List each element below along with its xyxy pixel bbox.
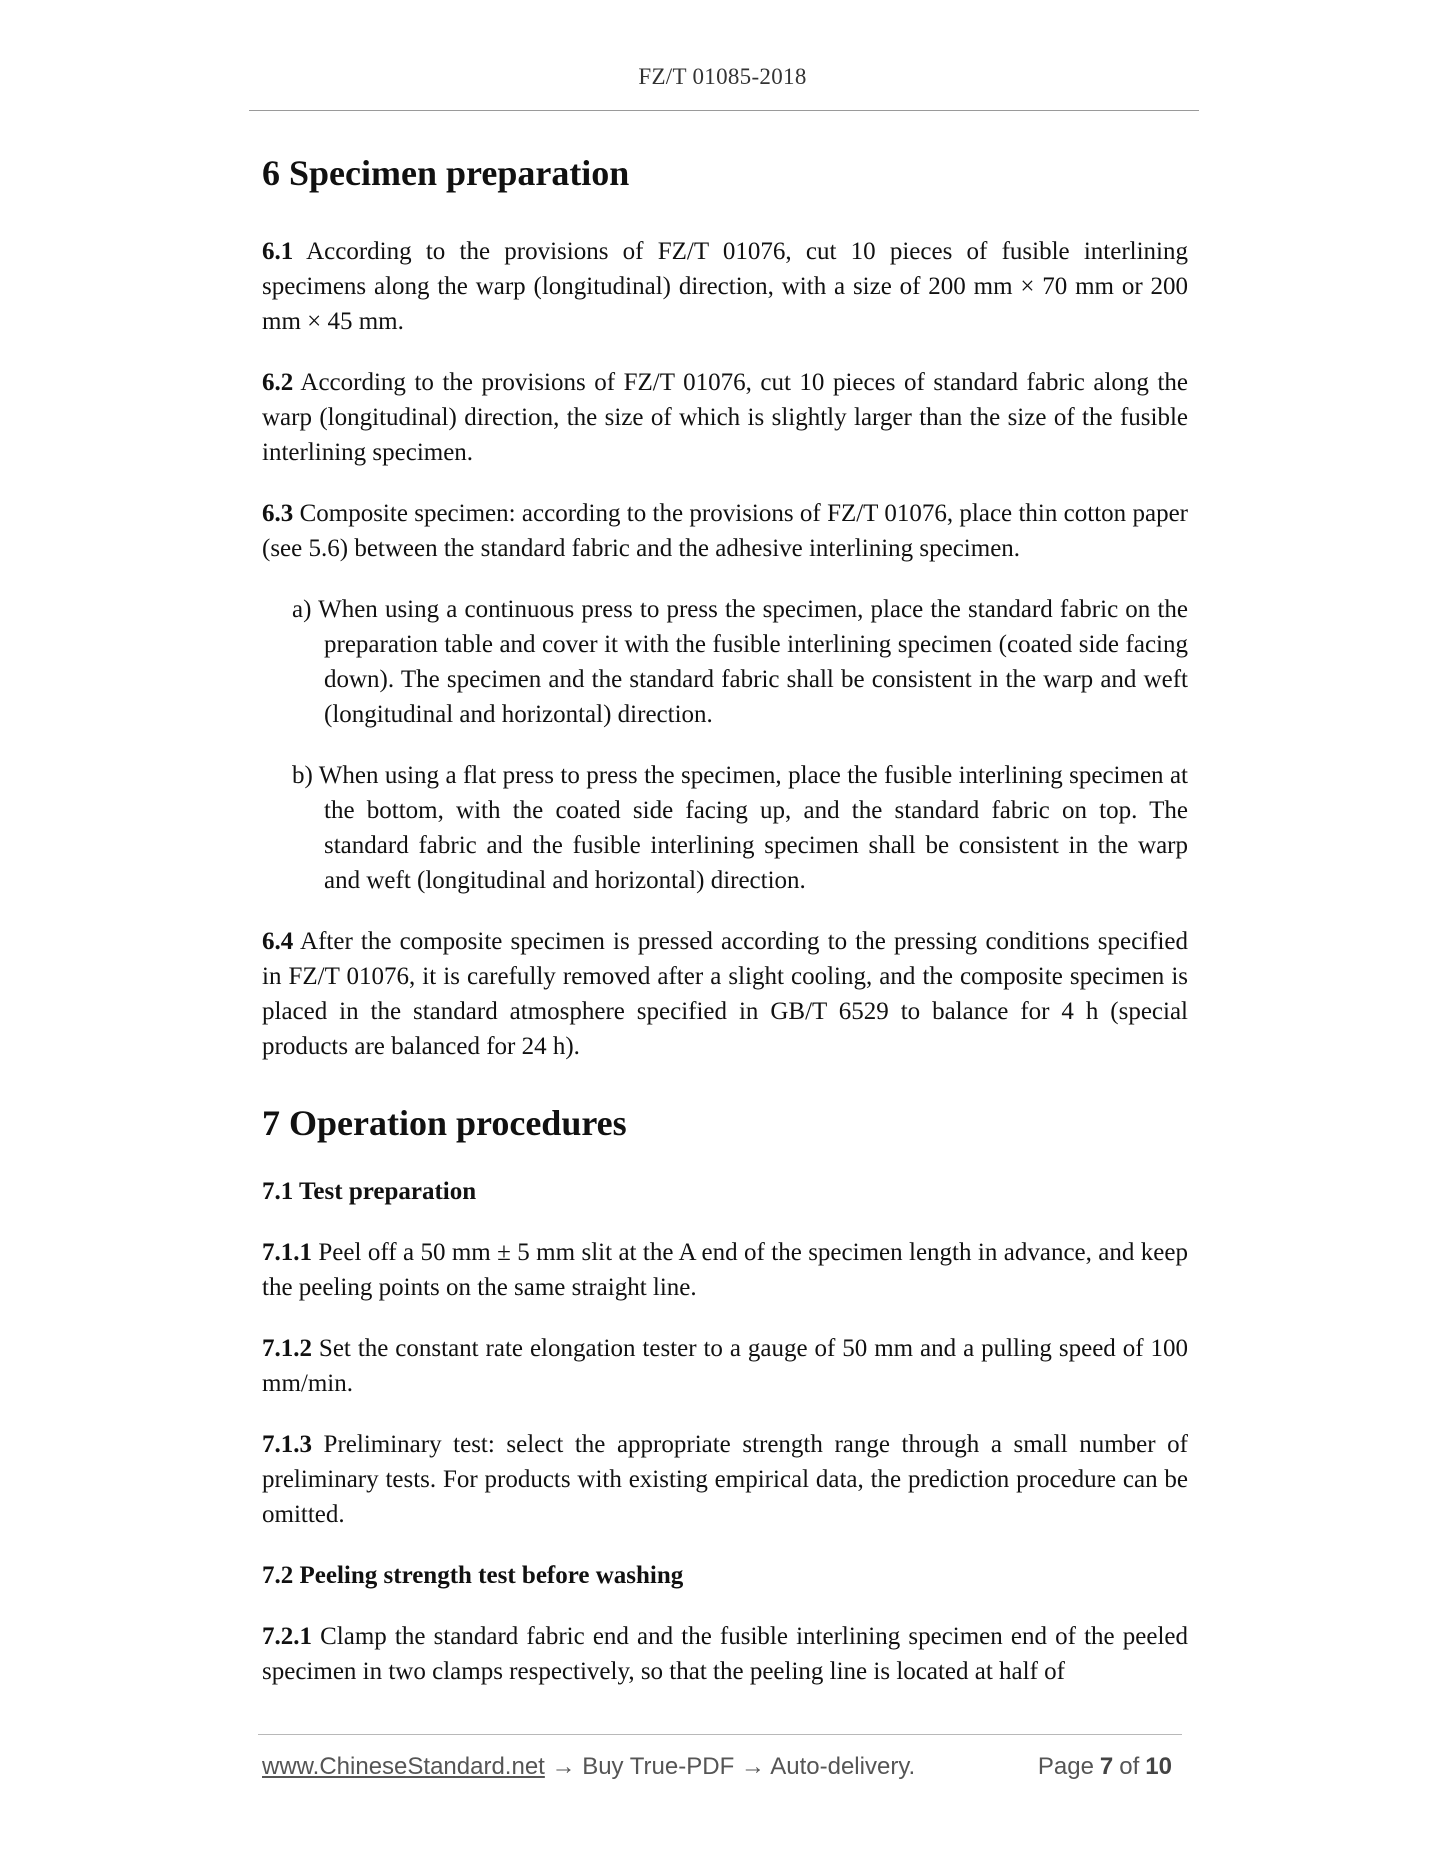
clause-7-2-1 — [262, 1619, 1188, 1689]
page-footer — [262, 1753, 1182, 1785]
page-content — [262, 148, 1188, 1689]
clause-number: 7.2.1 — [262, 1623, 312, 1650]
footer-promo — [262, 1753, 915, 1781]
clause-number: 7.1.3 — [262, 1431, 312, 1458]
total-pages-number: 10 — [1145, 1753, 1172, 1780]
list-item-a: a) When using a continuous press to press the specimen, place the standard fabric on the preparation table and cover it with the fusible interlining specimen (coated side facing down). The specimen and the standard fabric shall be consistent in the warp and weft (longitudinal and horizontal) direction. — [292, 596, 1188, 728]
clause-number: 6.2 — [262, 369, 294, 396]
of-label: of — [1119, 1753, 1140, 1780]
current-page-number: 7 — [1099, 1753, 1114, 1780]
clause-number: 6.3 — [262, 500, 294, 527]
subsection-7-2-heading: 7.2 Peeling strength test before washing — [262, 1562, 684, 1589]
list-item-b: b) When using a flat press to press the specimen, place the fusible interlining specimen at the bottom, with the coated side facing up, and the standard fabric on top. The standard fabric and the fusible interlining specimen shall be consistent in the warp and weft (longitudinal and horizontal) direction. — [292, 762, 1188, 894]
arrow-icon: → — [734, 1753, 771, 1780]
arrow-icon: → — [544, 1753, 583, 1780]
clause-number: 7.1.2 — [262, 1335, 312, 1362]
website-link[interactable]: www.ChineseStandard.net — [262, 1753, 545, 1780]
clause-number: 7.1.1 — [262, 1239, 312, 1266]
clause-text: Preliminary test: select the appropriate strength range through a small number of preliminary tests. For products with existing empirical data, the prediction procedure can be omitted. — [262, 1431, 1188, 1528]
section-6-heading: 6 Specimen preparation — [262, 153, 630, 193]
page-indicator — [1038, 1753, 1178, 1781]
clause-text: According to the provisions of FZ/T 01076, cut 10 pieces of fusible interlining specimens along the warp (longitudinal) direction, with a size of 200 mm × 70 mm or 200 mm × 45 mm. — [262, 238, 1188, 335]
clause-6-4 — [262, 924, 1188, 1064]
page-label: Page — [1037, 1753, 1094, 1780]
buy-pdf-text: Buy True-PDF — [582, 1753, 735, 1780]
clause-text: After the composite specimen is pressed according to the pressing conditions specified in FZ/T 01076, it is carefully removed after a slight cooling, and the composite specimen is placed in the standard atmosphere specified in GB/T 6529 to balance for 4 h (special products are balanced for 24 h). — [262, 928, 1188, 1060]
subsection-7-1-heading: 7.1 Test preparation — [262, 1178, 477, 1205]
clause-text: According to the provisions of FZ/T 01076, cut 10 pieces of standard fabric along the warp (longitudinal) direction, the size of which is slightly larger than the size of the fusible interlining specimen. — [262, 369, 1188, 466]
clause-number: 6.4 — [262, 928, 294, 955]
running-header: FZ/T 01085-2018 — [638, 64, 807, 89]
clause-7-1-3 — [262, 1427, 1188, 1532]
clause-7-1-2 — [262, 1331, 1188, 1401]
clause-7-1-1 — [262, 1235, 1188, 1305]
clause-text: Peel off a 50 mm ± 5 mm slit at the A end of the specimen length in advance, and keep the peeling points on the same straight line. — [262, 1239, 1188, 1301]
clause-6-2 — [262, 365, 1188, 470]
clause-text: Set the constant rate elongation tester to a gauge of 50 mm and a pulling speed of 100 mm/min. — [262, 1335, 1188, 1397]
delivery-text: Auto-delivery. — [770, 1753, 916, 1780]
clause-6-1 — [262, 234, 1188, 339]
clause-number: 6.1 — [262, 238, 294, 265]
footer-divider — [258, 1734, 1182, 1735]
section-7-heading: 7 Operation procedures — [262, 1103, 627, 1143]
header-divider — [249, 110, 1199, 111]
clause-text: Composite specimen: according to the provisions of FZ/T 01076, place thin cotton paper (see 5.6) between the standard fabric and the adhesive interlining specimen. — [262, 500, 1188, 562]
clause-6-3 — [262, 496, 1188, 566]
clause-text: Clamp the standard fabric end and the fusible interlining specimen end of the peeled specimen in two clamps respectively, so that the peeling line is located at half of — [262, 1623, 1188, 1685]
